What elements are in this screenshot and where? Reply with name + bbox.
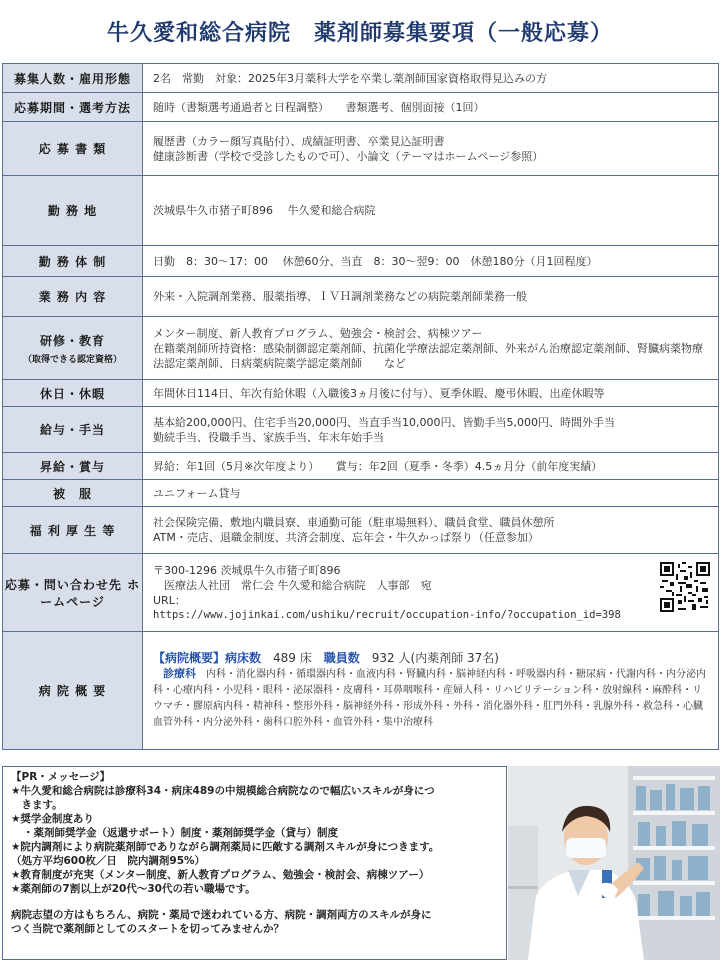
row-value: ユニフォーム貸与 [143, 480, 719, 507]
qr-code-icon [660, 562, 710, 612]
row-label: 昇給・賞与 [3, 453, 143, 480]
requirements-table [2, 63, 719, 750]
row-value: 昇給：年1回（5月※次年度より） 賞与：年2回（夏季・冬季）4.5ヵ月分（前年度実績） [143, 453, 719, 480]
row-label: 勤 務 体 制 [3, 246, 143, 277]
hospital-overview: 【病院概要】病床数 489 床 職員数 932 人(内薬剤師 37名) 診療科 内科・消化器内科・循環器内科・血液内科・腎臓内科・脳神経内科・呼吸器内科・糖尿病・代謝内科・内分泌内科・心療内科・小児科・眼科・泌尿器科・皮膚科・耳鼻咽喉科・産婦人科・リハビリテーション科・放射線科・麻酔科・リウマチ・膠原病内科・精神科・整形外科・脳神経外科・形成外科・外科・消化器外科・肛門外科・乳腺外科・救急科・心臓血管外科・内分泌外科・歯科口腔外科・血管外科・集中治療科 [143, 632, 719, 750]
row-value: 日勤 8：30～17：00 休憩60分、当直 8：30～翌9：00 休憩180分（月1回程度） [143, 246, 719, 277]
table-row [3, 277, 719, 317]
row-value: 外来・入院調剤業務、服薬指導、ＩＶＨ調剤業務などの病院薬剤師業務一般 [143, 277, 719, 317]
row-label: 研修・教育 （取得できる認定資格） [3, 317, 143, 380]
department-list: 内科・消化器内科・循環器内科・血液内科・腎臓内科・脳神経内科・呼吸器内科・糖尿病・代謝内科・内分泌内科・心療内科・小児科・眼科・泌尿器科・皮膚科・耳鼻咽喉科・産婦人科・リハビリテーション科・放射線科・麻酔科・リウマチ・膠原病内科・精神科・整形外科・脳神経外科・形成外科・外科・消化器外科・肛門外科・乳腺外科・救急科・心臓血管外科・内分泌外科・歯科口腔外科・血管外科・集中治療科 [153, 669, 706, 728]
row-sublabel: （取得できる認定資格） [22, 354, 122, 365]
row-value: 社会保険完備、敷地内職員寮、車通勤可能（駐車場無料）、職員食堂、職員休憩所 ATM・売店、退職金制度、共済会制度、忘年会・牛久かっぱ祭り（任意参加） [143, 507, 719, 554]
dept-label: 診療科 [163, 667, 196, 680]
table-row [3, 554, 719, 632]
pr-message-box: 【PR・メッセージ】 ★牛久愛和総合病院は診療科34・病床489の中規模総合病院なので幅広いスキルが身につ きます。 ★奨学金制度あり ・薬剤師奨学金（返還サポート）制度・薬剤師奨学金（貸与）制度 ★院内調剤により病院薬剤師でありながら調剤薬局に匹敵する調剤スキルが身につきます。 （処方平均600枚／日 院内調剤95%） ★教育制度が充実（メンター制度、新人教育プログラム、勉強会・検討会、病棟ツアー） ★薬剤師の7割以上が20代～30代の若い職場です。 病院志望の方はもちろん、病院・薬局で迷われている方、病院・調剤両方のスキルが身に つく当院で薬剤師としてのスタートを切ってみませんか？ [2, 766, 507, 960]
table-row [3, 380, 719, 407]
page-title: 牛久愛和総合病院 薬剤師募集要項（一般応募） [106, 20, 613, 46]
contact-cell [143, 554, 719, 632]
table-row [3, 176, 719, 246]
row-label: 給与・手当 [3, 407, 143, 453]
table-row [3, 246, 719, 277]
contact-recipient: 医療法人社団 常仁会 牛久愛和総合病院 人事部 宛 [153, 578, 432, 592]
row-value: メンター制度、新人教育プログラム、勉強会・検討会、病棟ツアー 在籍薬剤師所持資格：感染制御認定薬剤師、抗菌化学療法認定薬剤師、外来がん治療認定薬剤師、腎臓病薬物療法認定薬剤師、日病薬病院薬学認定薬剤師 など [143, 317, 719, 380]
row-value: 年間休日114日、年次有給休暇（入職後3ヵ月後に付与）、夏季休暇、慶弔休暇、出産休暇等 [143, 380, 719, 407]
row-label: 福 利 厚 生 等 [3, 507, 143, 554]
row-label: 業 務 内 容 [3, 277, 143, 317]
table-row [3, 122, 719, 176]
table-row [3, 480, 719, 507]
row-label: 勤 務 地 [3, 176, 143, 246]
row-label: 応募期間・選考方法 [3, 93, 143, 122]
row-label: 被 服 [3, 480, 143, 507]
pr-title: 【PR・メッセージ】 [11, 771, 111, 783]
table-row [3, 632, 719, 750]
table-row [3, 407, 719, 453]
row-value: 2名 常勤 対象：2025年3月薬科大学を卒業し薬剤師国家資格取得見込みの方 [143, 64, 719, 93]
row-label: 募集人数・雇用形態 [3, 64, 143, 93]
table-row [3, 453, 719, 480]
contact-address: 〒300-1296 茨城県牛久市猪子町896 [153, 563, 341, 577]
row-value: 茨城県牛久市猪子町896 牛久愛和総合病院 [143, 176, 719, 246]
row-label: 応募・問い合わせ先 ホームページ [3, 554, 143, 632]
row-value: 随時（書類選考通過者と日程調整） 書類選考、個別面接（1回） [143, 93, 719, 122]
table-row [3, 507, 719, 554]
table-row [3, 93, 719, 122]
row-value: 履歴書（カラー顔写真貼付）、成績証明書、卒業見込証明書 健康診断書（学校で受診したもので可）、小論文（テーマはホームページ参照） [143, 122, 719, 176]
row-label: 休日・休暇 [3, 380, 143, 407]
table-row [3, 317, 719, 380]
url-label: URL： [153, 593, 186, 607]
pharmacist-photo [508, 766, 720, 960]
row-label: 応 募 書 類 [3, 122, 143, 176]
row-value: 基本給200,000円、住宅手当20,000円、当直手当10,000円、皆勤手当5,000円、時間外手当 勤続手当、役職手当、家族手当、年末年始手当 [143, 407, 719, 453]
row-label: 病 院 概 要 [3, 632, 143, 750]
recruit-url-link[interactable]: https://www.jojinkai.com/ushiku/recruit/occupation-info/?occupation_id=398 [153, 608, 621, 621]
table-row [3, 64, 719, 93]
